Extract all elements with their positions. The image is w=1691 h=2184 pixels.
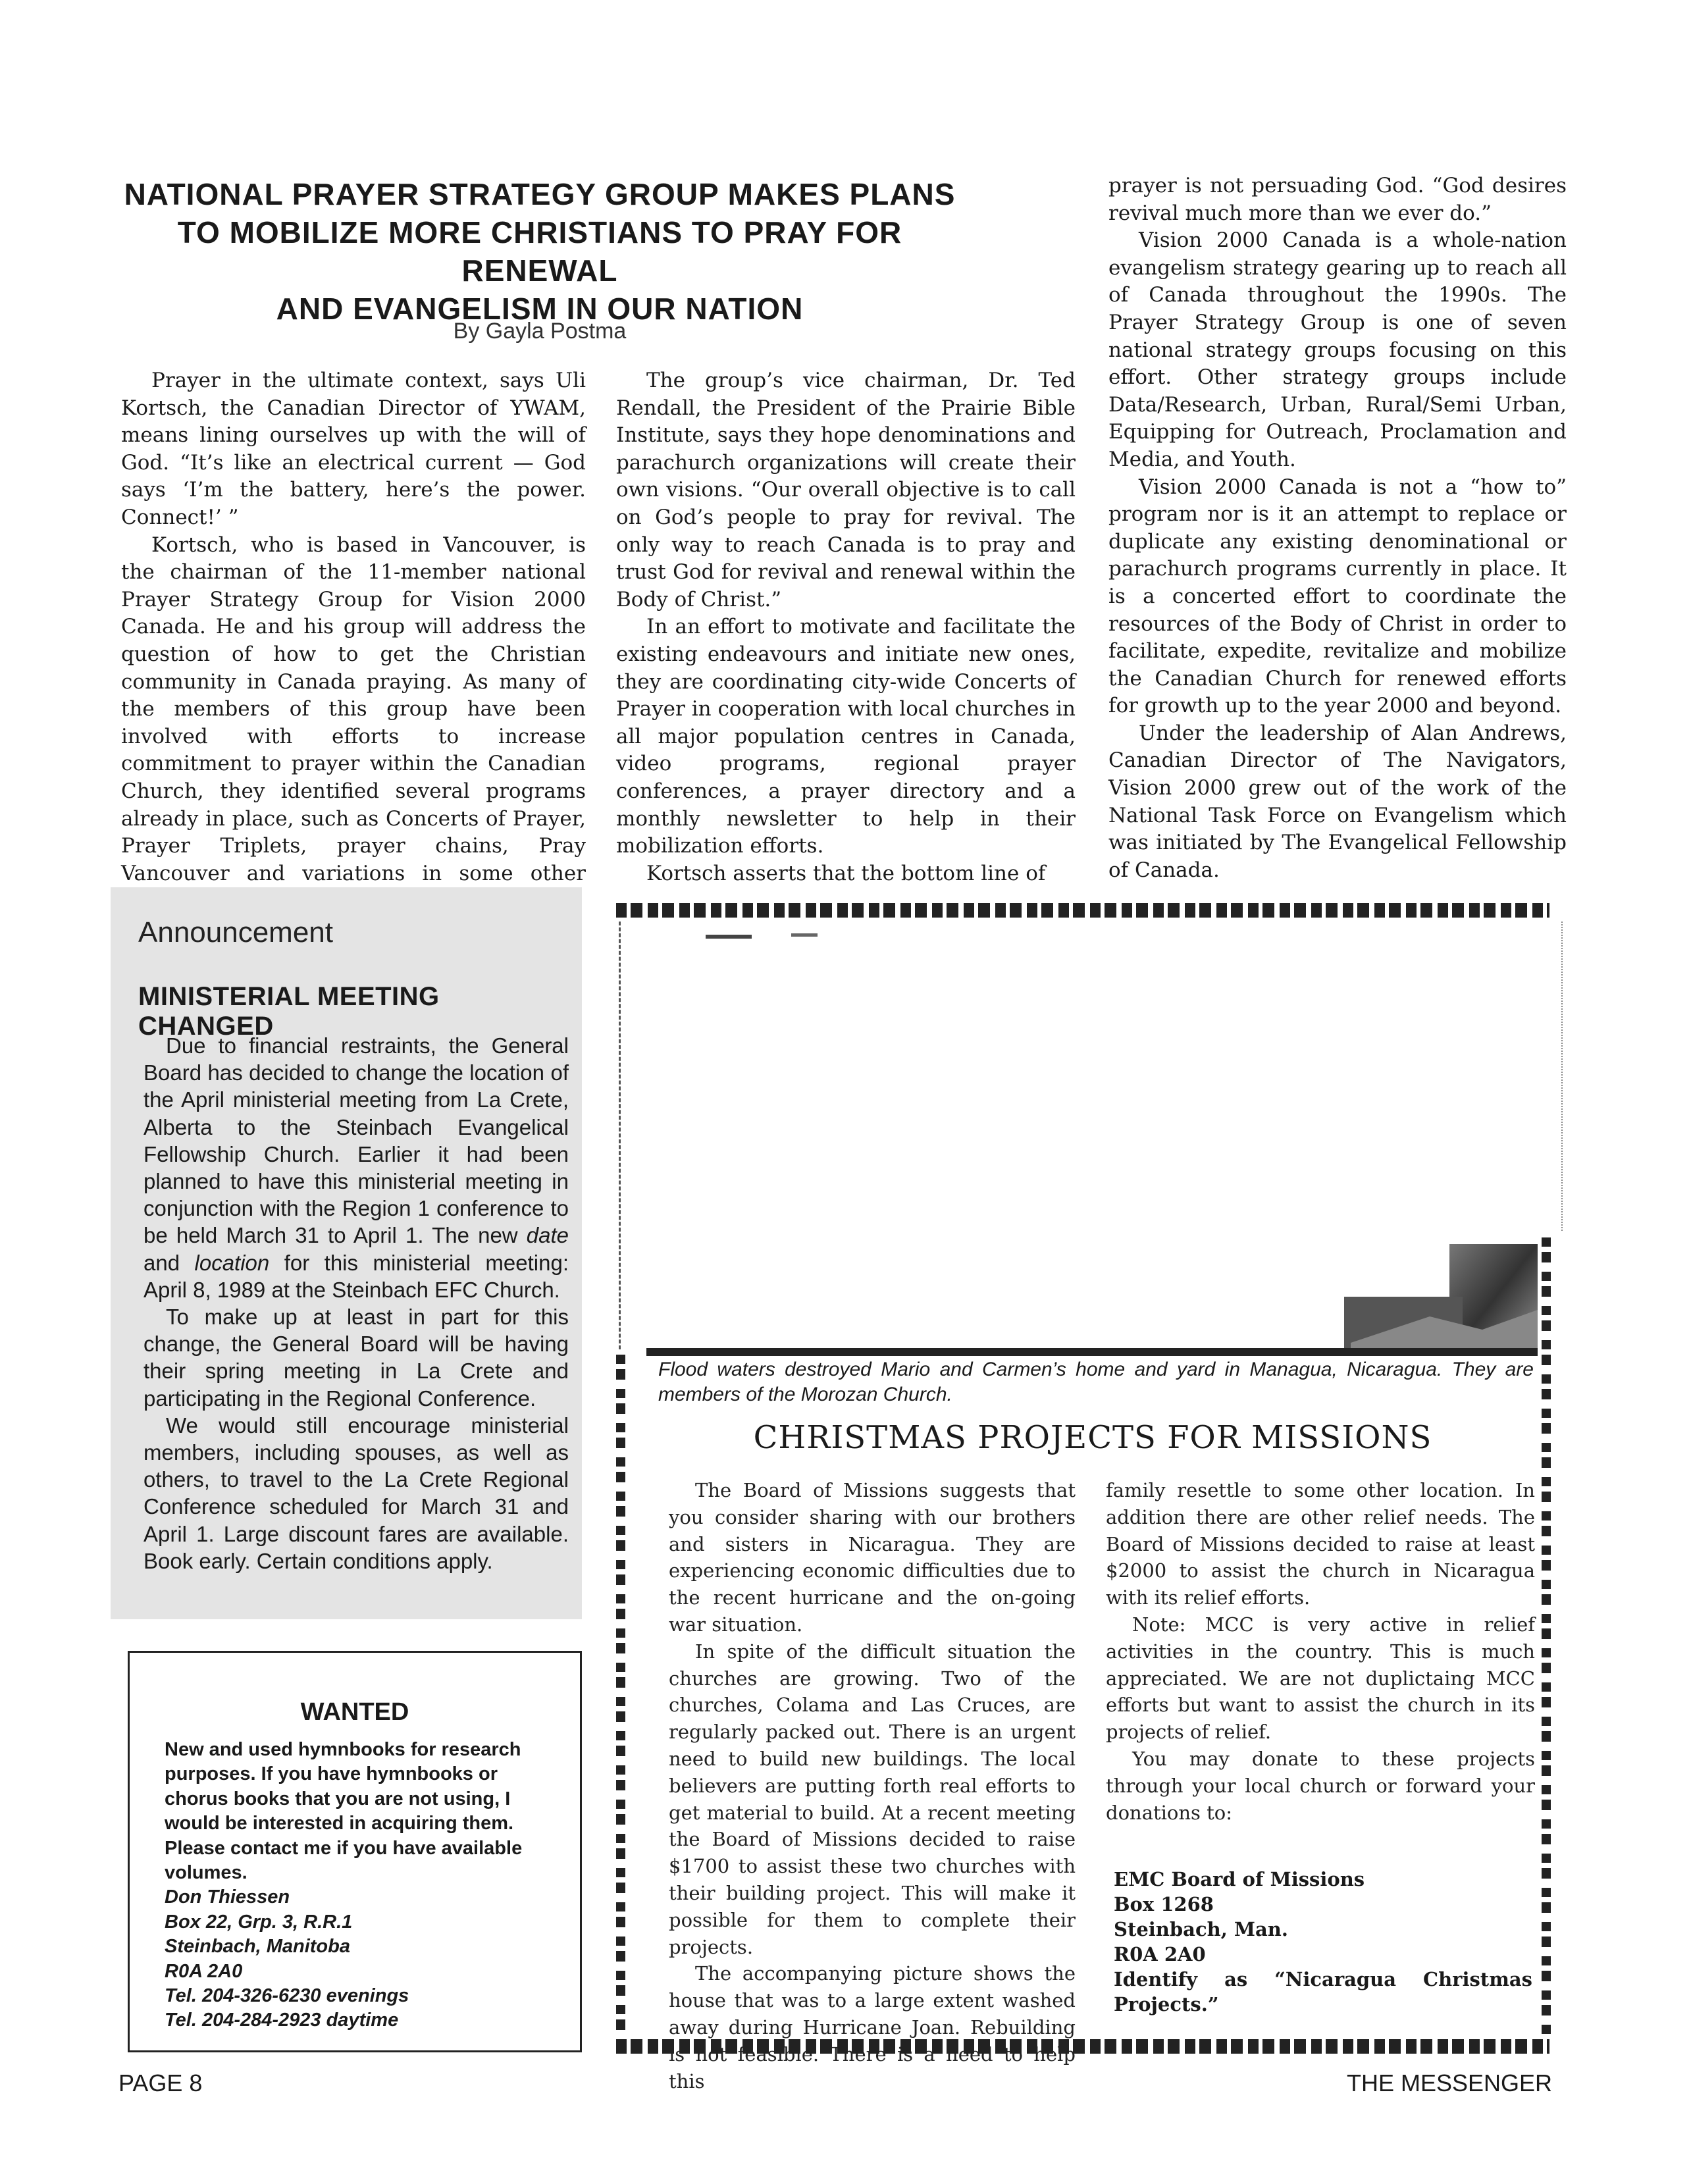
publication-name: THE MESSENGER: [1347, 2069, 1553, 2096]
wanted-phone-evening: Tel. 204-326-6230 evenings: [165, 1985, 409, 2007]
announcement-body: [143, 1032, 569, 1574]
missions-title: CHRISTMAS PROJECTS FOR MISSIONS: [753, 1419, 1432, 1456]
missions-paragraph: The accompanying picture shows the house that was to a large extent washed away during Hurricane Joan. Rebuilding is not feasible. There is a need to help this: [669, 1962, 1076, 2093]
decorative-border-left: [616, 1355, 625, 2039]
missions-paragraph: The Board of Missions suggests that you consider sharing with our brothers and sisters in Nicaragua. They are experiencing economic difficulties due to the recent hurricane and the on-going war situation.: [669, 1479, 1076, 1636]
article-column-2: [616, 367, 1076, 887]
article-column-3: [1108, 172, 1567, 884]
frame-edge-left: [619, 922, 623, 1349]
flood-photo: [627, 922, 1538, 1356]
article-paragraph: Vision 2000 Canada is a whole-nation evangelism strategy gearing up to reach all of Canada throughout the 1990s. The Prayer Strategy Group is one of seven national strategy groups focusing on this effort. Other strategy groups include Data/Research, Urban, Rural/Semi Urban, Equipping for Outreach, Proclamation and Media, and Youth.: [1108, 228, 1567, 471]
announcement-paragraph: Due to financial restraints, the General Board has decided to change the location of the April ministerial meeting from La Crete, Alberta to the Steinbach Evangelical Fellowship Church. Earlier it had been planned to have this ministerial meeting in conjunction with the Region 1 conference to be held March 31 to April 1. The new date and location for this ministerial meeting: April 8, 1989 at the Steinbach EFC Church.: [143, 1033, 569, 1302]
wanted-contact-name: Don Thiessen: [165, 1886, 290, 1908]
article-paragraph: Under the leadership of Alan Andrews, Canadian Director of The Navigators, Vision 2000 grew out of the work of the National Task Force on Evangelism which was initiated by The Evangelical Fellowship of Canada.: [1108, 721, 1567, 882]
missions-paragraph: family resettle to some other location. In addition there are other relief needs. The Board of Missions decided to raise at least $2000 to assist the church in Nicaragua with its relief efforts.: [1106, 1479, 1535, 1609]
article-title: NATIONAL PRAYER STRATEGY GROUP MAKES PLANS TO MOBILIZE MORE CHRISTIANS TO PRAY FOR RENEWAL AND EVANGELISM IN OUR NATION: [124, 177, 956, 326]
article-paragraph: Vision 2000 Canada is not a “how to” program nor is it an attempt to replace or duplicate any existing denominational or parachurch programs currently in place. It is a concerted effort to coordinate the resources of the Body of Christ in order to facilitate, expedite, revitalize and mobilize the Canadian Church for renewed efforts for growth up to the year 2000 and beyond.: [1108, 475, 1567, 718]
photo-caption: Flood waters destroyed Mario and Carmen’s home and yard in Managua, Nicaragua. They are members of the Morozan Church.: [658, 1359, 1534, 1405]
article-column-1: [121, 367, 586, 915]
article-paragraph: Prayer in the ultimate context, says Uli Kortsch, the Canadian Director of YWAM, means lining ourselves up with the will of God. “It’s like an electrical current — God says ‘I’m the battery, here’s the power. Connect!’ ”: [121, 369, 586, 529]
missions-paragraph: You may donate to these projects through your local church or forward your donations to:: [1106, 1747, 1535, 1824]
wanted-phone-daytime: Tel. 204-284-2923 daytime: [165, 2010, 399, 2031]
decorative-border-top: [616, 903, 1549, 918]
frame-edge-right: [1561, 922, 1564, 1231]
missions-paragraph: In spite of the difficult situation the churches are growing. Two of the churches, Colama and Las Cruces, are regularly packed out. There is an urgent need to build new buildings. The local believers are putting forth real efforts to get material to build. At a recent meeting the Board of Missions decided to raise $1700 to assist these two churches with their building project. This will make it possible for them to complete their projects.: [669, 1640, 1076, 1958]
missions-column-2: [1106, 1477, 1535, 1826]
article-paragraph: Kortsch asserts that the bottom line of: [646, 861, 1046, 885]
article-byline: By Gayla Postma: [453, 319, 627, 344]
announcement-heading: Announcement: [138, 916, 333, 949]
missions-paragraph: Note: MCC is very active in relief activities in the country. This is much appreciated. We are not duplictaing MCC efforts but want to assist the church in its projects of relief.: [1106, 1613, 1535, 1744]
article-paragraph: Kortsch, who is based in Vancouver, is the chairman of the 11-member national Prayer Strategy Group for Vision 2000 Canada. He and his group will address the question of how to get the Christian community in Canada praying. As many of the members of this group have been involved with efforts to increase commitment to prayer within the Canadian Church, they identified several programs already in place, such as Concerts of Prayer, Prayer Triplets, prayer chains, Pray Vancouver and variations in some other: [121, 533, 586, 885]
wanted-heading: WANTED: [300, 1698, 409, 1726]
decorative-border-right: [1542, 1237, 1551, 2039]
announcement-title: MINISTERIAL MEETING CHANGED: [138, 982, 440, 1041]
announcement-paragraph: To make up at least in part for this change, the General Board will be having their spring meeting in La Crete and participating in the Regional Conference.: [143, 1305, 569, 1411]
missions-column-1: [669, 1477, 1076, 2094]
flood-photo-graphic: [627, 922, 1538, 1356]
page-number: PAGE 8: [118, 2069, 203, 2096]
article-paragraph: The group’s vice chairman, Dr. Ted Rendall, the President of the Prairie Bible Institute, says they hope denominations and parachurch organizations will create their own visions. “Our overall objective is to call on God’s people to pray for revival. The only way to reach Canada is to pray and trust God for revival and renewal within the Body of Christ.”: [616, 369, 1076, 611]
article-paragraph: In an effort to motivate and facilitate the existing endeavours and initiate new ones, they are coordinating city-wide Concerts of Prayer in cooperation with local churches in all major population centres in Canada, video programs, regional prayer conferences, a prayer directory and a monthly newsletter to help in their mobilization efforts.: [616, 615, 1076, 858]
article-paragraph: prayer is not persuading God. “God desires revival much more than we ever do.”: [1108, 174, 1567, 225]
announcement-paragraph: We would still encourage ministerial members, including spouses, as well as others, to travel to the La Crete Regional Conference scheduled for March 31 and April 1. Large discount fares are available. Book early. Certain conditions apply.: [143, 1413, 569, 1573]
wanted-body: New and used hymnbooks for research purposes. If you have hymnbooks or chorus books that you are not using, I would be interested in acquiring them. Please contact me if you have available volumes. Don Thiessen Box 22, Grp. 3, R.R.1 Steinbach, Manitoba R0A 2A0 Tel. 204-326-6230 evenings Tel. 204-284-2923 daytime: [165, 1738, 566, 2033]
missions-address: EMC Board of Missions Box 1268 Steinbach, Man. R0A 2A0 Identify as “Nicaragua Christmas Projects.”: [1114, 1868, 1532, 2015]
